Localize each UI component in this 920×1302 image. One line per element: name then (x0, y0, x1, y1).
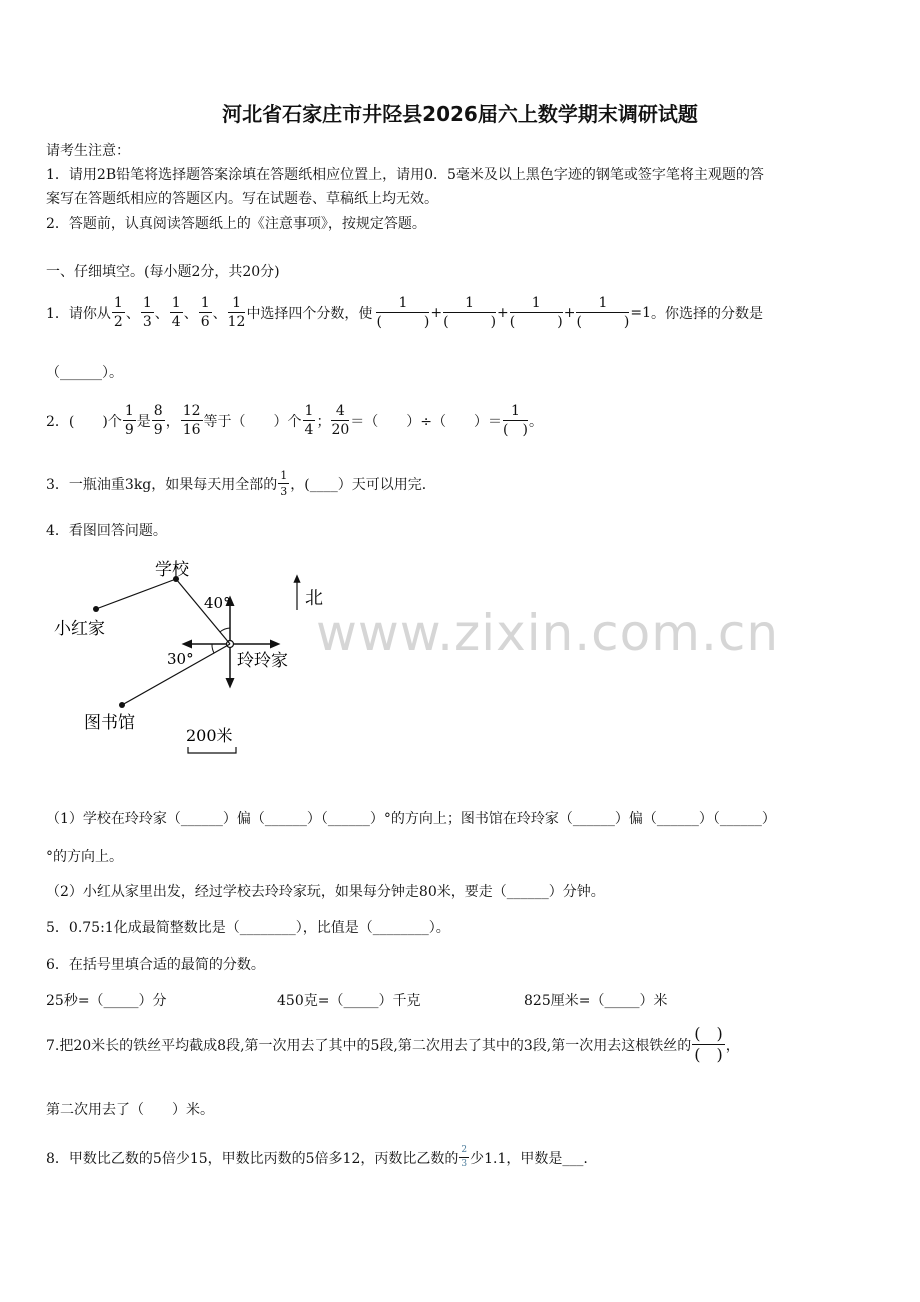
q2-part: 是 (136, 413, 151, 430)
q7-part: 7.把20米长的铁丝平均截成8段,第一次用去了其中的5段,第二次用去了其中的3段,第一次用去这根铁丝的 (46, 1037, 692, 1054)
fraction-denominator: ( ) (376, 314, 430, 330)
fraction-numerator: 1 (113, 295, 123, 311)
question-1 (46, 296, 763, 329)
separator: 、 (183, 305, 198, 322)
plus-sign: + (563, 304, 576, 321)
q3-part: ，(____）天可以用完． (290, 476, 436, 493)
label-linling: 玲玲家 (237, 651, 288, 671)
fraction-denominator: ( ) (503, 422, 528, 438)
blank-fraction (443, 296, 496, 329)
blank-fraction (576, 296, 629, 329)
fraction (692, 1026, 725, 1063)
blank-fraction (510, 296, 563, 329)
label-north: 北 (305, 588, 323, 609)
fraction-denominator: ( ) (576, 314, 630, 330)
question-2 (46, 404, 543, 437)
fraction-denominator: ( ) (443, 314, 497, 330)
fraction-denominator: 9 (153, 422, 163, 438)
q1-middle: 中选择四个分数，使 (246, 305, 373, 322)
fraction (228, 296, 246, 329)
q7-line2: 第二次用去了（ ）米。 (46, 1102, 214, 1118)
fraction (503, 404, 528, 437)
blank-fraction (376, 296, 429, 329)
q7-part: ， (725, 1037, 740, 1054)
fraction-numerator: 1 (304, 403, 314, 419)
library-point (119, 702, 125, 708)
q6-item-c: 825厘米=（_____）米 (524, 993, 668, 1009)
section-heading: 一、仔细填空。(每小题2分，共20分) (46, 264, 280, 280)
plus-sign: + (430, 304, 443, 321)
fraction-numerator: 2 (459, 1146, 469, 1158)
q8-part: 少1.1，甲数是___. (470, 1150, 588, 1167)
label-angle-30: 30° (167, 650, 194, 668)
q8-part: 8．甲数比乙数的5倍少15，甲数比丙数的5倍多12，丙数比乙数的 (46, 1150, 459, 1167)
fraction-denominator: ( ) (694, 1045, 723, 1064)
fraction-numerator: ( ) (694, 1024, 723, 1043)
fraction-numerator: 12 (182, 403, 201, 419)
fraction-denominator: 4 (304, 422, 314, 438)
notice-line-2: 2．答题前，认真阅读答题纸上的《注意事项》，按规定答题。 (46, 216, 426, 232)
plus-sign: + (497, 304, 509, 321)
notice-line-1: 1．请用2B铅笔将选择题答案涂填在答题纸相应位置上，请用0．5毫米及以上黑色字迹的钢笔或签字笔将主观题的答 (46, 167, 764, 183)
fraction (303, 404, 316, 437)
separator: 、 (125, 305, 140, 322)
q4-sub1-line2: °的方向上。 (46, 849, 123, 865)
fraction-numerator: 1 (510, 296, 563, 313)
label-xiaohong: 小红家 (54, 619, 105, 639)
fraction-denominator: 3 (280, 485, 288, 498)
fraction-numerator: 1 (280, 469, 288, 482)
q2-part: 等于（ ）个 (203, 413, 302, 430)
q2-part: ＝（ ）÷（ ）＝ (350, 413, 502, 430)
label-angle-40: 40° (204, 594, 231, 612)
q2-part: 2．( )个 (46, 413, 122, 430)
xiaohong-point (93, 606, 99, 612)
label-scale: 200米 (186, 726, 233, 745)
fraction (278, 470, 289, 497)
q4-sub2: （2）小红从家里出发，经过学校去玲玲家玩，如果每分钟走80米，要走（______）分钟。 (46, 884, 605, 900)
angle-arc-north (220, 628, 230, 632)
fraction (141, 296, 154, 329)
q6-item-b: 450克=（_____）千克 (277, 993, 421, 1009)
fraction-numerator: 1 (503, 404, 528, 421)
q1-answer-blank: （______）。 (46, 365, 123, 381)
separator: 、 (212, 305, 227, 322)
fraction-numerator: 1 (200, 295, 210, 311)
fraction-numerator: 1 (376, 296, 429, 313)
notice-line-1b: 案写在答题纸相应的答题区内。写在试题卷、草稿纸上均无效。 (46, 191, 438, 207)
fraction-numerator: 1 (576, 296, 629, 313)
fraction-denominator: 3 (142, 314, 152, 330)
separator: 、 (154, 305, 169, 322)
fraction-denominator: 6 (200, 314, 210, 330)
fraction-numerator: 1 (443, 296, 496, 313)
fraction (170, 296, 183, 329)
page-title: 河北省石家庄市井陉县2026届六上数学期末调研试题 (222, 102, 698, 126)
line-school-xiaohong (96, 579, 176, 609)
question-6: 6．在括号里填合适的最简的分数。 (46, 957, 265, 973)
fraction-numerator: 1 (142, 295, 152, 311)
q1-suffix: 。你选择的分数是 (651, 305, 764, 322)
fraction-numerator: 4 (331, 404, 349, 421)
fraction (152, 404, 165, 437)
fraction (181, 404, 203, 437)
label-library: 图书馆 (84, 713, 135, 733)
q6-item-a: 25秒=（_____）分 (46, 993, 167, 1009)
fraction (331, 404, 349, 437)
question-5: 5．0.75:1化成最简整数比是（________），比值是（________）。 (46, 920, 450, 936)
fraction-numerator: 1 (171, 295, 181, 311)
question-7 (46, 1026, 740, 1063)
q4-sub1-line1: （1）学校在玲玲家（______）偏（______）（______）°的方向上；图书馆在玲玲家（______）偏（______）（______） (46, 811, 776, 827)
q2-part: ， (165, 413, 180, 430)
question-8 (46, 1146, 588, 1169)
fraction-denominator: 4 (171, 314, 181, 330)
fraction-denominator: 9 (124, 422, 134, 438)
q2-part: ； (316, 413, 331, 430)
notice-heading: 请考生注意： (46, 143, 130, 159)
q2-part: 。 (528, 413, 543, 430)
fraction-denominator: 16 (182, 422, 201, 438)
equals-one: =1 (630, 304, 652, 321)
fraction (123, 404, 136, 437)
fraction-denominator: 2 (113, 314, 123, 330)
fraction-denominator: 3 (461, 1159, 468, 1169)
watermark: www.zixin.com.cn (316, 604, 780, 662)
question-4: 4．看图回答问题。 (46, 523, 167, 539)
fraction-denominator: ( ) (509, 314, 563, 330)
fraction-numerator: 1 (124, 403, 134, 419)
fraction-denominator: 20 (331, 422, 350, 438)
scale-bar (188, 747, 236, 753)
fraction (199, 296, 212, 329)
fraction-denominator: 12 (227, 314, 246, 330)
label-school: 学校 (155, 560, 189, 580)
fraction (459, 1146, 469, 1169)
q1-prefix: 1．请你从 (46, 305, 111, 322)
direction-diagram (40, 548, 340, 758)
fraction-numerator: 1 (228, 296, 246, 313)
question-3 (46, 470, 436, 497)
fraction-numerator: 8 (153, 403, 163, 419)
angle-arc-west (212, 644, 214, 653)
q3-part: 3．一瓶油重3kg，如果每天用全部的 (46, 476, 278, 493)
fraction (112, 296, 125, 329)
